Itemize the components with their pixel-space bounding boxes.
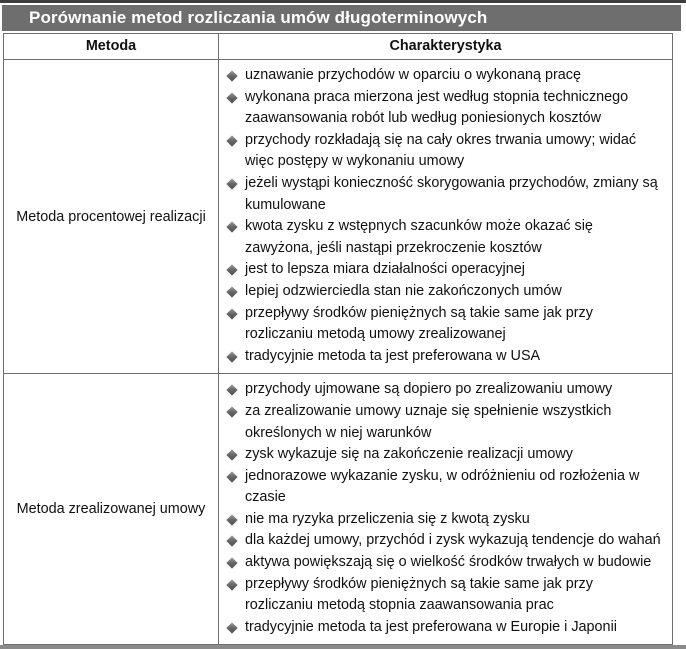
list-item-text: lepiej odzwierciedla stan nie zakończonych umów <box>245 282 562 299</box>
characteristics-list <box>227 379 662 638</box>
list-item-text: jeżeli wystąpi konieczność skorygowania przychodów, zmiany są kumulowane <box>245 174 658 213</box>
list-item <box>227 259 662 281</box>
list-item <box>227 552 662 574</box>
list-item <box>227 444 662 466</box>
method-cell <box>4 374 219 644</box>
list-item <box>227 87 662 130</box>
list-item <box>227 173 662 216</box>
list-item <box>227 65 662 87</box>
diamond-bullet-icon <box>226 221 237 232</box>
list-item-text: za zrealizowanie umowy uznaje się spełnienie wszystkich określonych w niej warunków <box>245 402 612 441</box>
list-item-text: przepływy środków pieniężnych są takie same jak przy rozliczaniu metodą umowy zrealizowanej <box>245 304 593 343</box>
diamond-bullet-icon <box>226 622 237 633</box>
list-item-text: nie ma ryzyka przeliczenia się z kwotą zysku <box>245 510 530 527</box>
list-item-text: wykonana praca mierzona jest według stopnia technicznego zaawansowania robót lub według poniesionych kosztów <box>245 88 629 127</box>
method-cell <box>4 60 219 373</box>
list-item-text: aktywa powiększają się o wielkość środków trwałych w budowie <box>245 554 652 571</box>
diamond-bullet-icon <box>226 471 237 482</box>
diamond-bullet-icon <box>226 449 237 460</box>
diamond-bullet-icon <box>226 557 237 568</box>
table-title: Porównanie metod rozliczania umów długoterminowych <box>29 8 488 27</box>
list-item <box>227 303 662 346</box>
list-item <box>227 401 662 444</box>
diamond-bullet-icon <box>226 536 237 547</box>
top-rule-divider <box>0 0 686 3</box>
diamond-bullet-icon <box>226 70 237 81</box>
list-item-text: zysk wykazuje się na zakończenie realizacji umowy <box>245 446 573 463</box>
list-item-text: jednorazowe wykazanie zysku, w odróżnieniu od rozłożenia w czasie <box>245 467 640 506</box>
list-item <box>227 216 662 259</box>
column-header-characteristics: Charakterystyka <box>389 38 502 54</box>
list-item-text: jest to lepsza miara działalności operacyjnej <box>245 261 525 278</box>
method-name: Metoda zrealizowanej umowy <box>16 501 206 518</box>
list-item <box>227 530 662 552</box>
diamond-bullet-icon <box>226 178 237 189</box>
characteristics-list <box>227 65 662 367</box>
list-item <box>227 466 662 509</box>
list-item-text: uznawanie przychodów w oparciu o wykonaną pracę <box>245 67 581 83</box>
list-item-text: tradycyjnie metoda ta jest preferowana w Europie i Japonii <box>245 618 617 635</box>
list-item-text: dla każdej umowy, przychód i zysk wykazują tendencje do wahań <box>245 532 661 549</box>
diamond-bullet-icon <box>226 265 237 276</box>
list-item <box>227 509 662 531</box>
list-item <box>227 281 662 303</box>
table-title-bar <box>2 5 681 31</box>
column-header-method: Metoda <box>4 34 219 59</box>
list-item-text: przychody rozkładają się na cały okres trwania umowy; widać więc postępy w wykonaniu umowy <box>245 131 637 170</box>
list-item-text: kwota zysku z wstępnych szacunków może okazać się zawyżona, jeśli nastąpi przekroczenie kosztów <box>245 218 593 256</box>
diamond-bullet-icon <box>226 406 237 417</box>
bottom-rule-divider <box>0 645 686 649</box>
diamond-bullet-icon <box>226 308 237 319</box>
diamond-bullet-icon <box>226 579 237 590</box>
characteristics-cell <box>219 60 672 373</box>
diamond-bullet-icon <box>226 135 237 146</box>
list-item-text: przychody ujmowane są dopiero po zrealizowaniu umowy <box>245 381 613 398</box>
comparison-table <box>3 33 673 645</box>
diamond-bullet-icon <box>226 286 237 297</box>
list-item <box>227 130 662 173</box>
characteristics-cell <box>219 374 672 644</box>
diamond-bullet-icon <box>226 514 237 525</box>
diamond-bullet-icon <box>226 92 237 103</box>
method-name: Metoda procentowej realizacji <box>16 208 206 225</box>
table-header-row <box>4 34 672 59</box>
list-item <box>227 346 662 368</box>
diamond-bullet-icon <box>226 351 237 362</box>
diamond-bullet-icon <box>226 385 237 396</box>
list-item-text: przepływy środków pieniężnych są takie same jak przy rozliczaniu metodą stopnia zaawansowania prac <box>245 575 593 614</box>
list-item <box>227 574 662 617</box>
list-item <box>227 379 662 401</box>
list-item <box>227 617 662 639</box>
table-row-completed-contract-method <box>4 373 672 644</box>
list-item-text: tradycyjnie metoda ta jest preferowana w USA <box>245 347 541 364</box>
table-row-percentage-method <box>4 59 672 373</box>
